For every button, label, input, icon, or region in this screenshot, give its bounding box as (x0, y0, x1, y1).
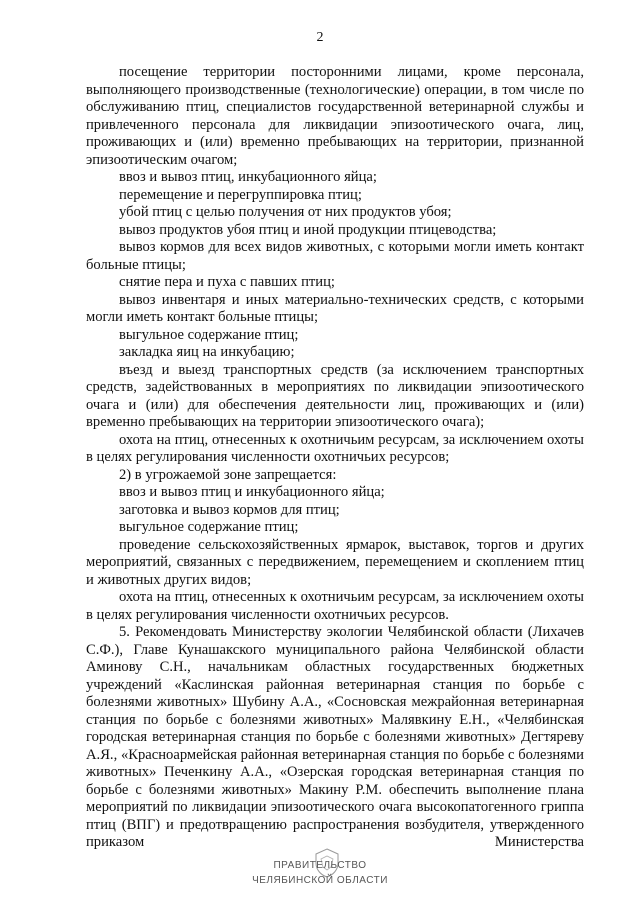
paragraph: вывоз продуктов убоя птиц и иной продукции птицеводства; (119, 221, 497, 238)
paragraph: 5. Рекомендовать Министерству экологии Челябинской области (Лихачев С.Ф.), Главе Кунашакского муниципального района Челябинской области Аминову С.Н., начальникам областных государственных бюджетных учреждений «Каслинская районная ветеринарная станция по борьбе с болезнями животных» Шубину А.А., «Сосновская межрайонная ветеринарная станция по борьбе с болезнями животных» Малявкину Е.Н., «Челябинская городская ветеринарная станция по борьбе с болезнями животных» Дегтяреву А.Я., «Красноармейская районная ветеринарная станция по борьбе с болезнями животных» Печенкину А.А., «Озерская городская ветеринарная станция по борьбе с болезнями животных» Макину Р.М. обеспечить выполнение плана мероприятий по ликвидации эпизоотического очага высокопатогенного гриппа птиц (ВПГ) и предотвращению распространения возбудителя, утвержденного приказом Министерства (86, 624, 584, 850)
paragraph: выгульное содержание птиц; (119, 519, 299, 535)
paragraph: убой птиц с целью получения от них продуктов убоя; (119, 204, 452, 220)
document-body (86, 64, 584, 852)
paragraph: вывоз инвентаря и иных материально-технических средств, с которыми могли иметь контакт больные птицы; (86, 291, 584, 325)
paragraph: перемещение и перегруппировка птиц; (119, 186, 362, 203)
paragraph: снятие пера и пуха с павших птиц; (119, 274, 335, 290)
paragraph: посещение территории посторонними лицами, кроме персонала, выполняющего производственные (технологические) операции, в том числе по обслуживанию птиц, специалистов государственной ветеринарной службы и привлеченного персонала для ликвидации эпизоотического очага, лиц, проживающих и (или) временно пребывающих на территории, признанной эпизоотическим очагом; (86, 64, 584, 168)
paragraph: проведение сельскохозяйственных ярмарок, выставок, торгов и других мероприятий, связанных с передвижением, перемещением и скоплением птиц и животных других видов; (86, 536, 584, 588)
paragraph: вывоз кормов для всех видов животных, с которыми могли иметь контакт больные птицы; (86, 239, 584, 273)
footer-region-label: ЧЕЛЯБИНСКОЙ ОБЛАСТИ (252, 875, 388, 886)
paragraph: выгульное содержание птиц; (119, 326, 299, 343)
page-number: 2 (316, 30, 324, 45)
paragraph: заготовка и вывоз кормов для птиц; (119, 501, 340, 518)
paragraph: охота на птиц, отнесенных к охотничьим ресурсам, за исключением охоты в целях регулирования численности охотничьих ресурсов; (86, 431, 584, 465)
paragraph: въезд и выезд транспортных средств (за исключением транспортных средств, задействованных в мероприятиях по ликвидации эпизоотического очага и (или) для обеспечения деятельности лиц, проживающих и (или) временно пребывающих на территории эпизоотического очага); (86, 361, 584, 430)
footer-government-label: ПРАВИТЕЛЬСТВО (273, 860, 367, 871)
paragraph: закладка яиц на инкубацию; (119, 344, 295, 360)
paragraph: охота на птиц, отнесенных к охотничьим ресурсам, за исключением охоты в целях регулирования численности охотничьих ресурсов. (86, 589, 584, 623)
government-footer-stamp (0, 846, 640, 906)
paragraph: 2) в угрожаемой зоне запрещается: (119, 466, 337, 483)
paragraph: ввоз и вывоз птиц, инкубационного яйца; (119, 169, 377, 185)
paragraph: ввоз и вывоз птиц и инкубационного яйца; (119, 484, 385, 500)
